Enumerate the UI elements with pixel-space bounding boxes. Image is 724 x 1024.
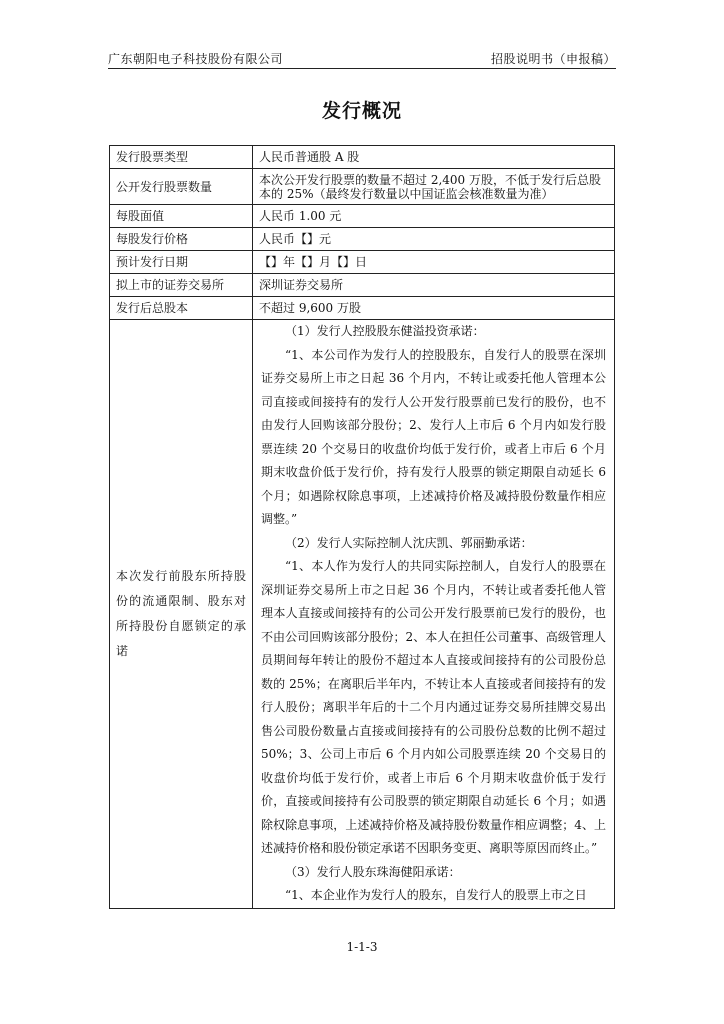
row-label: 拟上市的证券交易所: [110, 274, 253, 297]
row-label: 每股发行价格: [110, 228, 253, 251]
commitment-paragraph: （2）发行人实际控制人沈庆凯、郭丽勤承诺：: [285, 535, 533, 550]
offering-overview-table: [109, 145, 615, 909]
table-row: [110, 228, 615, 251]
row-label: 发行股票类型: [110, 146, 253, 169]
header-rule: [108, 68, 616, 69]
commitment-paragraph: （3）发行人股东珠海健阳承诺：: [285, 864, 461, 879]
page-title: 发行概况: [321, 100, 402, 122]
commitment-paragraph: “1、本企业作为发行人的股东，自发行人的股票上市之日: [285, 888, 587, 902]
header-company: 广东朝阳电子科技股份有限公司: [108, 52, 284, 66]
row-value: 人民币 1.00 元: [253, 205, 615, 228]
row-value: 本次公开发行股票的数量不超过 2,400 万股，不低于发行后总股本的 25%（最终发行数量以中国证监会核准数量为准）: [253, 169, 615, 205]
row-value: 不超过 9,600 万股: [253, 297, 615, 320]
commitment-paragraph: “1、本公司作为发行人的控股股东，自发行人的股票在深圳证券交易所上市之日起 36 个月内，不转让或委托他人管理本公司直接或间接持有的发行人公开发行股票前已发行的股份，也不由发行人回购该部分股份；2、发行人上市后 6 个月内如发行股票连续 20 个交易日的收盘价均低于发行价，或者上市后 6 个月期末收盘价低于发行价，持有发行人股票的锁定期限自动延长 6 个月；如遇除权除息事项，上述减持价格及减持股份数量作相应调整。”: [261, 347, 606, 526]
row-label: 公开发行股票数量: [110, 169, 253, 205]
header-document-name: 招股说明书（申报稿）: [490, 52, 616, 66]
table-row: [110, 274, 615, 297]
table-row: [110, 146, 615, 169]
commitment-paragraph: （1）发行人控股股东健溢投资承诺：: [285, 324, 485, 338]
commitment-label: 本次发行前股东所持股份的流通限制、股东对所持股份自愿锁定的承诺: [110, 320, 253, 909]
table-row: [110, 205, 615, 228]
row-value: 人民币普通股 A 股: [253, 146, 615, 169]
page-number: 1-1-3: [346, 940, 378, 954]
row-label: 发行后总股本: [110, 297, 253, 320]
row-value: 【】年【】月【】日: [253, 251, 615, 274]
row-value: 人民币【】元: [253, 228, 615, 251]
commitment-paragraph: “1、本人作为发行人的共同实际控制人，自发行人的股票在深圳证券交易所上市之日起 36 个月内，不转让或者委托他人管理本人直接或间接持有的公司公开发行股票前已发行的股份，也不由公司回购该部分股份；2、本人在担任公司董事、高级管理人员期间每年转让的股份不超过本人直接或间接持有的公司股份总数的 25%；在离职后半年内，不转让本人直接或者间接持有的发行人股份；离职半年后的十二个月内通过证券交易所挂牌交易出售公司股份数量占直接或间接持有的公司股份总数的比例不超过 50%；3、公司上市后 6 个月内如公司股票连续 20 个交易日的收盘价均低于发行价，或者上市后 6 个月期末收盘价低于发行价，直接或间接持有公司股票的锁定期限自动延长 6 个月；如遇除权除息事项，上述减持价格及减持股份数量作相应调整；4、上述减持价格和股份锁定承诺不因职务变更、离职等原因而终止。”: [261, 559, 606, 855]
table-row: [110, 169, 615, 205]
row-value: 深圳证券交易所: [253, 274, 615, 297]
table-row-commitment: [110, 320, 615, 909]
row-label: 预计发行日期: [110, 251, 253, 274]
table-row: [110, 297, 615, 320]
commitment-content: [253, 320, 615, 909]
table-row: [110, 251, 615, 274]
row-label: 每股面值: [110, 205, 253, 228]
